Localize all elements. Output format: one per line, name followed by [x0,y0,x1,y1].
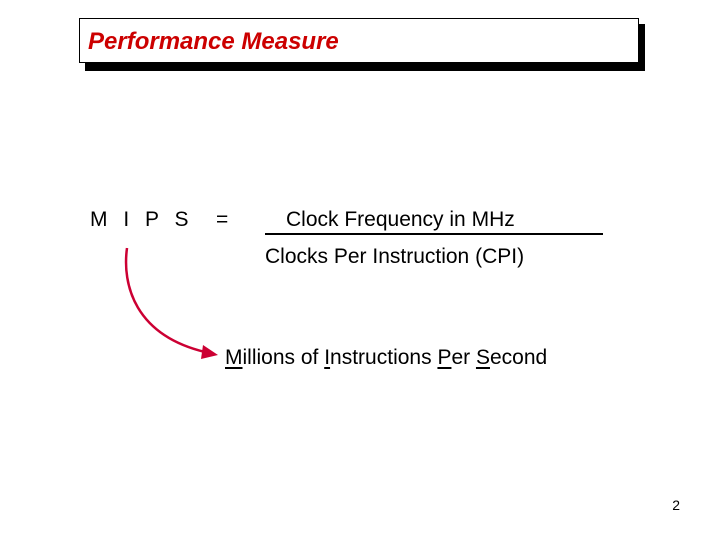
expansion-rest-m: illions of [242,346,325,369]
expansion-rest-i: nstructions [330,346,438,369]
expansion-initial-s: S [475,346,490,369]
equals-sign: = [216,208,229,231]
arrow-head [201,345,218,359]
expansion-rest-p: er [451,346,476,369]
slide-title: Performance Measure [88,28,339,55]
page-number: 2 [672,497,680,513]
formula-denominator: Clocks Per Instruction (CPI) [265,245,525,268]
expansion-initial-p: P [437,346,452,369]
mips-expansion [225,346,547,370]
expansion-initial-i: I [324,346,331,369]
mips-label: M I P S [90,208,194,231]
expansion-rest-s: econd [489,346,548,369]
curved-arrow-path [126,248,205,352]
formula-numerator: Clock Frequency in MHz [286,208,515,231]
expansion-initial-m: M [225,346,243,369]
